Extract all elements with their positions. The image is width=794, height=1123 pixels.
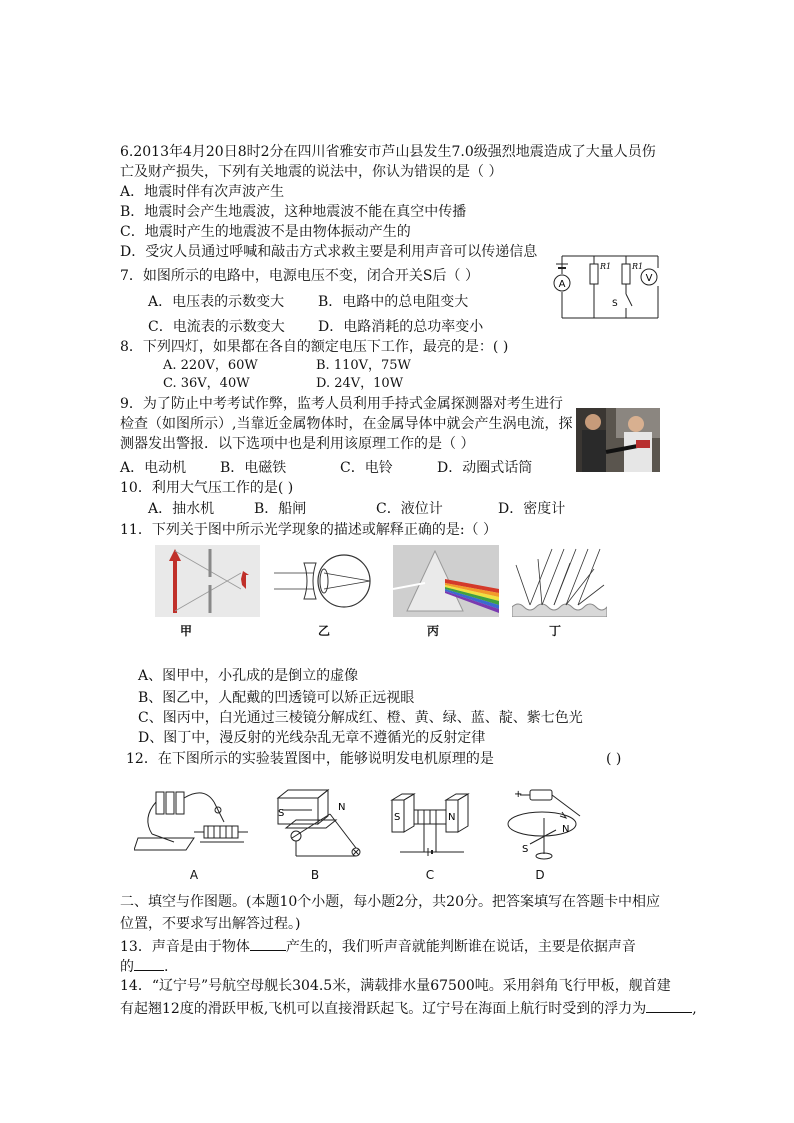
svg-text:S: S [522, 844, 529, 855]
optics-figure-yi [274, 545, 379, 617]
q6-stem-line1: 6.2013年4月20日8时2分在四川省雅安市芦山县发生7.0级强烈地震造成了大量人员伤 [120, 144, 656, 160]
q10-option-b: B．船闸 [254, 501, 307, 517]
q8-option-c: C. 36V，40W [163, 376, 250, 391]
q9-option-a: A．电动机 [120, 460, 187, 476]
q6-stem-line2: 亡及财产损失，下列有关地震的说法中，你认为错误的是（ ） [120, 164, 503, 180]
q12-paren: ( ) [606, 751, 622, 767]
q9-stem-line3: 测器发出警报．以下选项中也是利用该原理工作的是（ ） [120, 436, 475, 452]
q7-option-c: C．电流表的示数变大 [148, 319, 285, 335]
q13-part4: . [164, 959, 169, 975]
metal-detector-photo [576, 408, 660, 472]
voltmeter-label: V [645, 273, 653, 284]
ammeter-label: A [558, 279, 566, 290]
q10-option-c: C．液位计 [376, 501, 443, 517]
q10-stem: 10．利用大气压工作的是( ) [120, 480, 294, 496]
r1-label: R1 [600, 262, 612, 271]
q6-option-b: B．地震时会产生地震波，这种地震波不能在真空中传播 [120, 204, 467, 220]
q10-option-a: A．抽水机 [148, 501, 215, 517]
q13-line2 [120, 956, 168, 977]
q7-option-a: A．电压表的示数变大 [148, 294, 285, 310]
q13-blank2[interactable] [134, 956, 164, 971]
q14-blank1[interactable] [646, 998, 692, 1013]
q12-figure-c [384, 790, 478, 866]
q8-option-b: B. 110V，75W [316, 358, 411, 373]
q12-label-c: C [425, 868, 435, 882]
q6-option-c: C．地震时产生的地震波不是由物体振动产生的 [120, 224, 411, 240]
svg-text:N: N [448, 812, 456, 823]
q7-option-b: B．电路中的总电阻变大 [318, 294, 469, 310]
section2-heading-line1: 二、填空与作图题。(本题10个小题，每小题2分，共20分。把答案填写在答题卡中相应 [120, 894, 660, 910]
optics-label-jia: 甲 [179, 624, 192, 638]
q12-label-b: B [310, 868, 320, 882]
q13-part2: 产生的，我们听声音就能判断谁在说话，主要是依据声音 [285, 939, 636, 955]
q8-option-a: A. 220V，60W [163, 358, 258, 373]
q12-figure-d [500, 786, 586, 866]
q9-stem-line2: 检查（如图所示）,当靠近金属物体时，在金属导体中就会产生涡电流，探 [120, 416, 573, 432]
q6-option-d: D．受灾人员通过呼喊和敲击方式求救主要是利用声音可以传递信息 [120, 244, 538, 260]
svg-text:+: + [514, 789, 523, 800]
svg-text:S: S [394, 812, 401, 823]
optics-label-yi: 乙 [317, 624, 330, 638]
q9-option-b: B．电磁铁 [220, 460, 287, 476]
q12-figure-b [272, 788, 364, 868]
svg-text:N: N [338, 802, 346, 813]
svg-text:S: S [278, 808, 285, 819]
q11-option-b: B、图乙中，人配戴的凹透镜可以矫正远视眼 [138, 690, 415, 706]
q8-option-d: D. 24V，10W [316, 376, 404, 391]
optics-label-bing: 丙 [426, 624, 439, 638]
q7-stem: 7．如图所示的电路中，电源电压不变，闭合开关S后（ ） [120, 268, 479, 284]
q7-circuit-diagram [548, 252, 664, 324]
section2-heading-line2: 位置，不要求写出解答过程。) [120, 916, 301, 932]
q10-option-d: D．密度计 [498, 501, 566, 517]
optics-figure-jia [155, 545, 260, 617]
q12-figure-a [134, 782, 252, 864]
q6-option-a: A．地震时伴有次声波产生 [120, 184, 285, 200]
optics-label-ding: 丁 [548, 624, 561, 638]
q12-label-d: D [535, 868, 545, 882]
q11-stem: 11．下列关于图中所示光学现象的描述或解释正确的是:（ ） [120, 522, 497, 538]
q14-line2-end: , [692, 1001, 697, 1017]
svg-text:N: N [562, 824, 570, 835]
q13-part1: 13．声音是由于物体 [120, 939, 250, 955]
q12-stem: 12．在下图所示的实验装置图中，能够说明发电机原理的是 [126, 751, 494, 767]
q9-option-d: D．动圈式话筒 [437, 460, 533, 476]
q12-label-a: A [189, 868, 199, 882]
q13-blank1[interactable] [250, 936, 286, 951]
q13-part3: 的 [120, 959, 134, 975]
q14-line2 [120, 998, 697, 1019]
q11-option-a: A、图甲中，小孔成的是倒立的虚像 [138, 668, 359, 684]
switch-label: S [612, 299, 618, 309]
optics-figure-ding [512, 545, 607, 617]
optics-figure-bing [393, 545, 499, 617]
q8-stem: 8．下列四灯，如果都在各自的额定电压下工作，最亮的是：( ) [120, 339, 509, 355]
q14-line1: 14．“辽宁号”号航空母舰长304.5米，满载排水量67500吨。采用斜角飞行甲板，舰首建 [120, 978, 671, 994]
q9-stem-line1: 9．为了防止中考考试作弊，监考人员利用手持式金属探测器对考生进行 [120, 396, 563, 412]
q14-line2-text: 有起翘12度的滑跃甲板,飞机可以直接滑跃起飞。辽宁号在海面上航行时受到的浮力为 [120, 1001, 647, 1017]
q13-line1 [120, 936, 636, 957]
q7-option-d: D．电路消耗的总功率变小 [318, 319, 484, 335]
r2-label: R1 [632, 262, 644, 271]
q11-option-c: C、图丙中，白光通过三棱镜分解成红、橙、黄、绿、蓝、靛、紫七色光 [138, 710, 583, 726]
q9-option-c: C．电铃 [340, 460, 393, 476]
q11-option-d: D、图丁中，漫反射的光线杂乱无章不遵循光的反射定律 [138, 730, 486, 746]
